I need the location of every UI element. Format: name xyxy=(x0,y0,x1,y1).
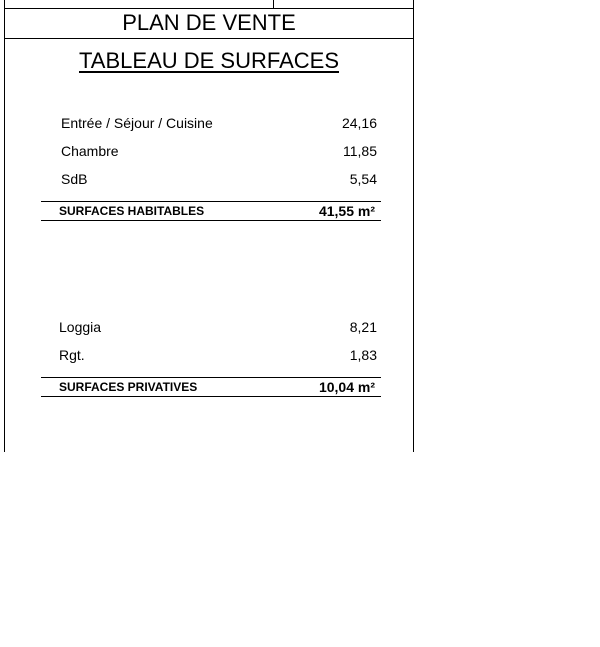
room-area: 11,85 xyxy=(343,143,377,159)
privative-total-label: SURFACES PRIVATIVES xyxy=(59,380,198,394)
room-label: Loggia xyxy=(59,319,102,335)
privative-total-row xyxy=(41,377,381,397)
page-title: PLAN DE VENTE xyxy=(5,8,413,39)
room-label: Chambre xyxy=(61,143,119,159)
table-subtitle xyxy=(5,46,413,76)
room-area: 5,54 xyxy=(349,171,377,187)
room-area: 1,83 xyxy=(349,347,377,363)
habitable-total-row xyxy=(41,201,381,221)
top-cell-divider xyxy=(273,0,274,8)
surface-table-sheet xyxy=(4,0,414,452)
room-area: 8,21 xyxy=(349,319,377,335)
table-subtitle-text: TABLEAU DE SURFACES xyxy=(79,48,339,73)
habitable-total-value: 41,55 m² xyxy=(318,203,375,219)
room-label: Entrée / Séjour / Cuisine xyxy=(61,115,213,131)
room-label: Rgt. xyxy=(59,347,85,363)
room-label: SdB xyxy=(61,171,88,187)
room-area: 24,16 xyxy=(341,115,377,131)
privative-total-value: 10,04 m² xyxy=(318,379,375,395)
habitable-total-label: SURFACES HABITABLES xyxy=(59,204,205,218)
